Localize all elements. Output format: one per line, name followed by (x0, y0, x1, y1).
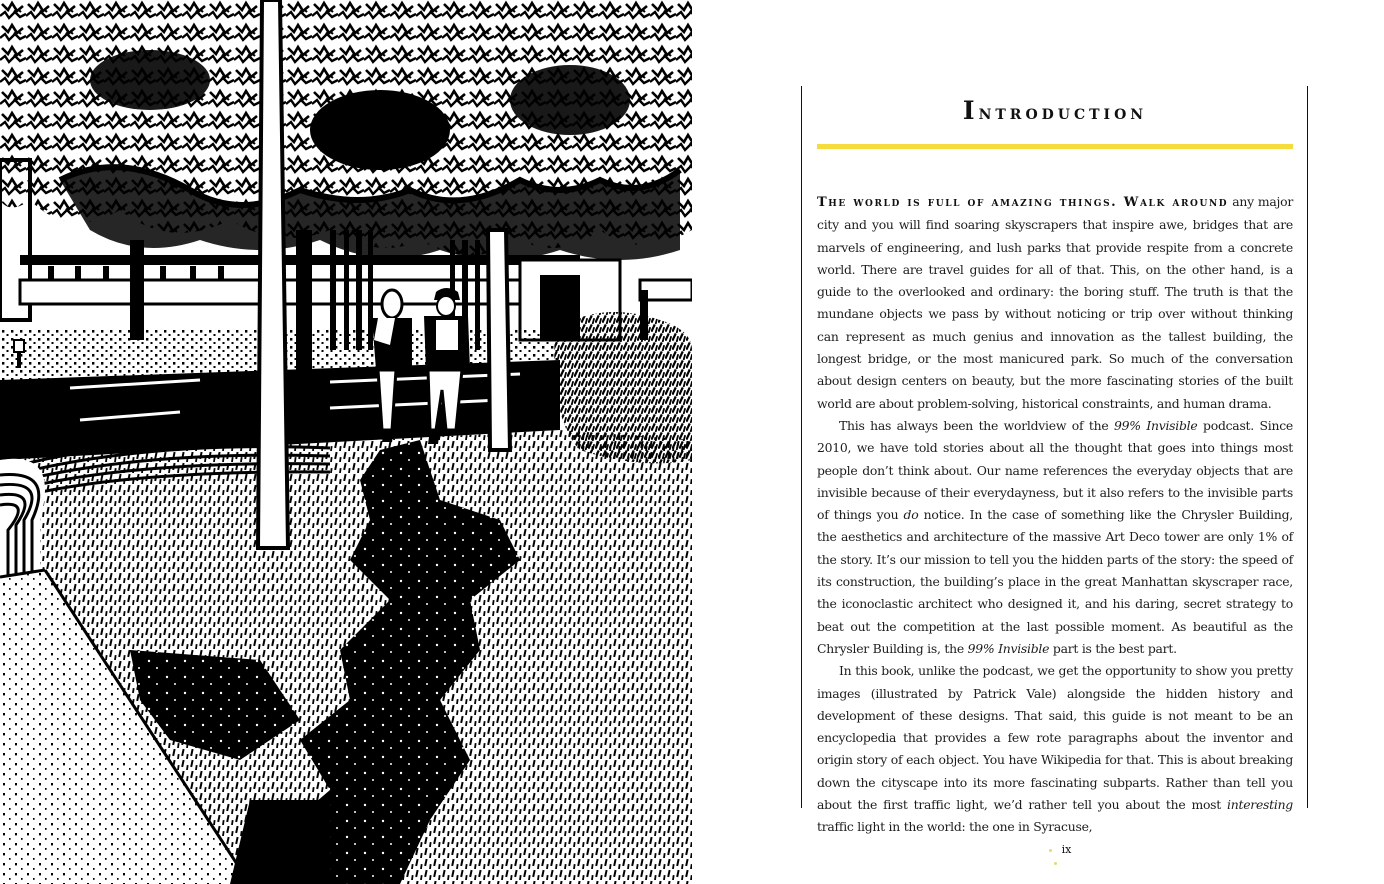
paragraph-text: any major city and you will find soaring skyscrapers that inspire awe, bridges that are marvels of engineering, and lush parks that provide respite from a concrete world. There are travel guides for all of that. This, on the other hand, is a guide to the overlooked and ordinary: the boring stuff. The truth is that the mundane objects we pass by without noticing or trip over without thinking can represent as much genius and innovation as the tallest building, the longest bridge, or the most manicured park. So much of the conversation about design centers on beauty, but the more fascinating stories of the built world are about problem-solving, historical constraints, and human drama. (817, 194, 1293, 411)
lead-in-text: The world is full of amazing things. Walk around (817, 195, 1229, 210)
title-underline (817, 144, 1293, 149)
paragraph-text: notice. In the case of something like the Chrysler Building, the aesthetics and architecture of the massive Art Deco tower are only 1% of the story. It’s our mission to tell you the hidden parts of the story: the speed of its construction, the building’s place in the great Manhattan skyscraper race, the iconoclastic architect who designed it, and his daring, secret strategy to beat out the competition at the last possible moment. As beautiful as the Chrysler Building is, the (817, 507, 1293, 656)
paragraph-text: traffic light in the world: the one in Syracuse, (817, 819, 1093, 835)
paragraph-1 (817, 191, 1293, 415)
folio-dot-icon (1054, 862, 1057, 865)
paragraph-text: part is the best part. (1049, 640, 1177, 656)
paragraph-2 (817, 415, 1293, 660)
emphasis-text: interesting (1227, 797, 1293, 813)
chapter-title-initial: I (962, 96, 979, 125)
paragraph-text: This has always been the worldview of the (839, 417, 1114, 433)
chapter-body (817, 191, 1293, 839)
paragraph-text: In this book, unlike the podcast, we get the opportunity to show you pretty images (illustrated by Patrick Vale) alongside the hidden history and development of these designs. That said, this guide is not meant to be an encyclopedia that provides a few rote paragraphs about the inventor and origin story of each object. You have Wikipedia for that. This is about breaking down the cityscape into its more fascinating subparts. Rather than tell you about the first traffic light, we’d rather tell you about the most (817, 663, 1293, 813)
chapter-title-rest: ntroduction (978, 100, 1148, 124)
paragraph-text: podcast. Since 2010, we have told stories about all the thought that goes into things most people don’t think about. Our name references the everyday objects that are invisible because of their everydayness, but it also refers to the invisible parts of things you (817, 417, 1293, 523)
folio-dot-icon (1049, 849, 1052, 852)
page-border-left (801, 86, 802, 808)
page-number (1030, 843, 1080, 869)
page-border-right (1307, 86, 1308, 808)
podcast-title: 99% Invisible (967, 640, 1050, 656)
paragraph-3 (817, 660, 1293, 838)
podcast-title: 99% Invisible (1113, 417, 1198, 433)
emphasis-text: do (903, 507, 919, 523)
page-number-text: ix (1061, 843, 1072, 856)
chapter-title (817, 96, 1293, 125)
